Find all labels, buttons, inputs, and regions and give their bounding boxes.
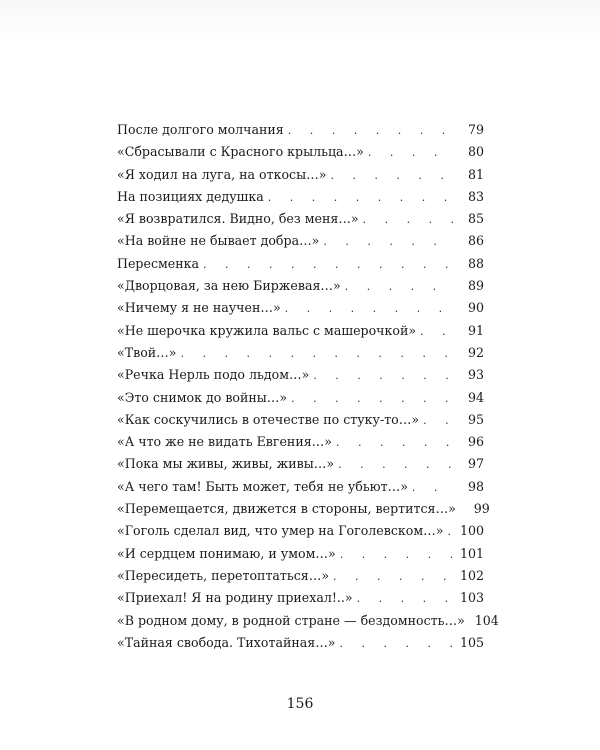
toc-entry-title: «Это снимок до войны…» (117, 389, 288, 405)
toc-entry-page: 101 (459, 545, 484, 561)
toc-entry (117, 543, 484, 565)
toc-entry-title: «Твой…» (117, 344, 177, 360)
dot-leader (288, 120, 454, 142)
toc-entry-title: «Не шерочка кружила вальс с машерочкой» (117, 322, 417, 338)
toc-entry-title: «Как соскучились в отечестве по стуку-то…» (117, 411, 420, 427)
toc-entry-page: 93 (467, 367, 484, 383)
dot-leader (333, 566, 454, 588)
dot-leader (336, 432, 454, 454)
toc-entry (117, 141, 484, 163)
toc-entry-page: 105 (459, 634, 484, 650)
toc-entry-page: 94 (467, 389, 484, 405)
dot-leader (423, 410, 454, 432)
toc-entry (117, 364, 484, 386)
toc-entry-title: «А чего там! Быть может, тебя не убьют…» (117, 478, 408, 494)
toc-entry (117, 453, 484, 475)
toc-entry-title: «Пересидеть, перетоптаться…» (117, 567, 330, 583)
dot-leader (313, 365, 454, 387)
toc-entry (117, 208, 484, 230)
toc-entry (117, 587, 484, 609)
page-number: 156 (286, 696, 314, 712)
toc-entry (117, 409, 484, 431)
toc-entry-title: «В родном дому, в родной стране — бездомность…» (117, 612, 465, 628)
toc-entry-page: 83 (467, 188, 484, 204)
toc-entry-page: 80 (467, 144, 484, 160)
dot-leader (203, 254, 454, 276)
toc-entry-page: 85 (467, 211, 484, 227)
toc-entry-title: «Пока мы живы, живы, живы…» (117, 456, 335, 472)
toc-entry-page: 103 (459, 590, 484, 606)
dot-leader (420, 321, 454, 343)
toc-entry-page: 81 (467, 166, 484, 182)
toc-entry-title: «Сбрасывали с Красного крыльца…» (117, 144, 364, 160)
toc-entry (117, 632, 484, 654)
toc-entry-title: «И сердцем понимаю, и умом…» (117, 545, 336, 561)
toc-entry-title: «Ничему я не научен…» (117, 300, 281, 316)
toc-entry (117, 186, 484, 208)
toc-entry-page: 96 (467, 434, 484, 450)
toc-entry (117, 119, 484, 141)
toc-entry-title: «Речка Нерль подо льдом…» (117, 367, 310, 383)
dot-leader (363, 209, 454, 231)
toc-entry-page: 97 (467, 456, 484, 472)
toc-entry-page: 92 (467, 344, 484, 360)
toc-entry-title: «Я возвратился. Видно, без меня…» (117, 211, 359, 227)
table-of-contents (117, 119, 499, 654)
toc-entry-title: «Приехал! Я на родину приехал!..» (117, 590, 353, 606)
toc-entry-page: 88 (467, 255, 484, 271)
dot-leader (345, 276, 454, 298)
toc-entry (117, 610, 499, 632)
toc-entry (117, 320, 484, 342)
dot-leader (268, 187, 454, 209)
toc-entry-page: 91 (467, 322, 484, 338)
toc-entry-page: 100 (459, 523, 484, 539)
toc-entry-title: «Тайная свобода. Тихотайная…» (117, 634, 336, 650)
toc-entry (117, 476, 484, 498)
toc-entry-title: Пересменка (117, 255, 200, 271)
toc-entry-page: 79 (467, 122, 484, 137)
dot-leader (340, 633, 454, 655)
toc-entry (117, 275, 484, 297)
toc-entry-page: 89 (467, 278, 484, 294)
dot-leader (180, 343, 454, 365)
toc-entry-title: «Я ходил на луга, на откосы…» (117, 166, 327, 182)
dot-leader (285, 298, 454, 320)
dot-leader (368, 142, 454, 164)
toc-entry-page: 98 (467, 478, 484, 494)
toc-entry (117, 230, 484, 252)
toc-entry-title: «Перемещается, движется в стороны, вертится…» (117, 501, 456, 517)
toc-entry-page: 99 (473, 501, 490, 517)
toc-entry-title: «На войне не бывает добра…» (117, 233, 320, 249)
toc-entry-title: После долгого молчания (117, 122, 284, 137)
toc-entry-page: 90 (467, 300, 484, 316)
toc-entry (117, 253, 484, 275)
toc-entry (117, 342, 484, 364)
toc-entry-page: 104 (474, 612, 499, 628)
dot-leader (323, 231, 454, 253)
toc-entry (117, 387, 484, 409)
toc-entry (117, 431, 484, 453)
toc-entry-page: 86 (467, 233, 484, 249)
toc-entry (117, 565, 484, 587)
dot-leader (340, 544, 454, 566)
dot-leader (338, 454, 454, 476)
toc-entry-page: 102 (459, 567, 484, 583)
toc-entry (117, 498, 490, 520)
toc-entry (117, 297, 484, 319)
dot-leader (291, 388, 454, 410)
toc-entry-page: 95 (467, 411, 484, 427)
dot-leader (330, 165, 454, 187)
toc-entry (117, 520, 484, 542)
toc-entry-title: «А что же не видать Евгения…» (117, 434, 332, 450)
toc-entry (117, 164, 484, 186)
toc-entry-title: «Гоголь сделал вид, что умер на Гоголевском…» (117, 523, 444, 539)
toc-entry-title: На позициях дедушка (117, 188, 264, 204)
dot-leader (357, 588, 454, 610)
toc-entry-title: «Дворцовая, за нею Биржевая…» (117, 278, 341, 294)
dot-leader (412, 477, 454, 499)
